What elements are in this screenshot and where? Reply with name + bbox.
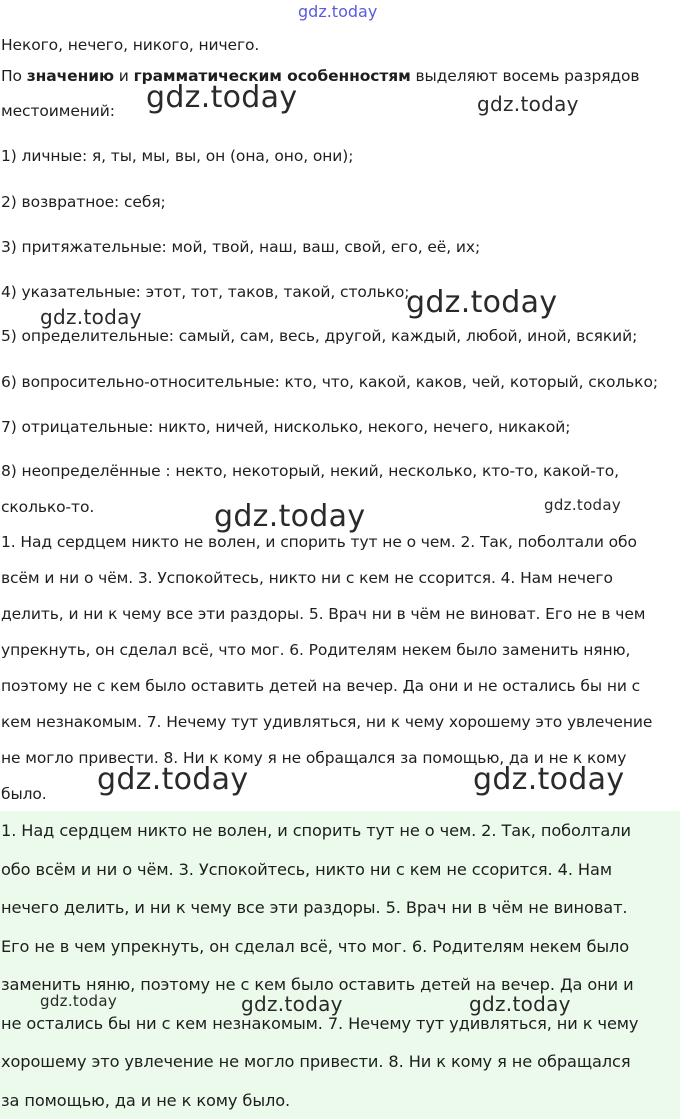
exercise-line: кем незнакомым. 7. Нечему тут удивляться, ни к чему хорошему это увлечение (1, 704, 677, 740)
exercise-line: делить, и ни к чему все эти раздоры. 5. Врач ни в чём не виноват. Его не в чем (1, 596, 677, 632)
answer-line: 1. Над сердцем никто не волен, и спорить тут не о чем. 2. Так, поболтали (1, 812, 680, 851)
category-line: 6) вопросительно-относительные: кто, что, какой, каков, чей, который, сколько; (1, 372, 658, 392)
exercise-line: всём и ни о чём. 3. Успокойтесь, никто ни с кем не ссорится. 4. Нам нечего (1, 560, 677, 596)
answer-line: хорошему это увлечение не могло привести. 8. Ни к кому я не обращался (1, 1043, 680, 1082)
exercise-line: не могло привести. 8. Ни к кому я не обращался за помощью, да и не к кому (1, 740, 677, 776)
category-line: сколько-то. (1, 497, 94, 517)
exercise-line: было. (1, 776, 677, 812)
intro-line-3: местоимений: (1, 101, 115, 121)
category-line: 5) определительные: самый, сам, весь, другой, каждый, любой, иной, всякий; (1, 326, 637, 346)
category-line: 3) притяжательные: мой, твой, наш, ваш, свой, его, её, их; (1, 237, 480, 257)
answer-line: нечего делить, и ни к чему все эти раздоры. 5. Врач ни в чём не виноват. (1, 889, 680, 928)
answer-line: обо всём и ни о чём. 3. Успокойтесь, никто ни с кем не ссорится. 4. Нам (1, 851, 680, 890)
answer-line: заменить няню, поэтому не с кем было оставить детей на вечер. Да они и (1, 966, 680, 1005)
watermark: gdz.today (214, 499, 365, 534)
watermark: gdz.today (544, 496, 621, 514)
exercise-line: упрекнуть, он сделал всё, что мог. 6. Родителям некем было заменить няню, (1, 632, 677, 668)
intro-suffix: выделяют восемь разрядов (411, 67, 640, 85)
watermark: gdz.today (469, 992, 571, 1016)
watermark: gdz.today (146, 80, 297, 115)
category-line: 8) неопределённые : некто, некоторый, некий, несколько, кто-то, какой-то, (1, 461, 619, 481)
answer-line: Его не в чем упрекнуть, он сделал всё, что мог. 6. Родителям некем было (1, 928, 680, 967)
category-line: 7) отрицательные: никто, ничей, нисколько, некого, нечего, никакой; (1, 417, 570, 437)
intro-prefix: По (1, 67, 27, 85)
answer-text (1, 812, 680, 1120)
intro-bold-grammar: грамматическим особенностям (134, 67, 411, 85)
watermark: gdz.today (406, 285, 557, 320)
exercise-line: 1. Над сердцем никто не волен, и спорить тут не о чем. 2. Так, поболтали обо (1, 524, 677, 560)
intro-bold-meaning: значению (27, 67, 114, 85)
watermark: gdz.today (473, 762, 624, 797)
watermark: gdz.today (40, 305, 142, 329)
site-header-mark[interactable]: gdz.today (298, 2, 377, 21)
answer-line: за помощью, да и не к кому было. (1, 1082, 680, 1120)
intro-line-1: Некого, нечего, никого, ничего. (1, 35, 259, 55)
intro-line-2 (1, 66, 639, 86)
watermark: gdz.today (477, 92, 579, 116)
watermark: gdz.today (97, 762, 248, 797)
exercise-line: поэтому не с кем было оставить детей на вечер. Да они и не остались бы ни с (1, 668, 677, 704)
answer-line: не остались бы ни с кем незнакомым. 7. Нечему тут удивляться, ни к чему (1, 1005, 680, 1044)
category-line: 2) возвратное: себя; (1, 192, 166, 212)
watermark: gdz.today (241, 992, 343, 1016)
category-line: 1) личные: я, ты, мы, вы, он (она, оно, они); (1, 146, 353, 166)
watermark: gdz.today (40, 992, 117, 1010)
intro-mid: и (114, 67, 134, 85)
category-line: 4) указательные: этот, тот, таков, такой, столько; (1, 282, 409, 302)
